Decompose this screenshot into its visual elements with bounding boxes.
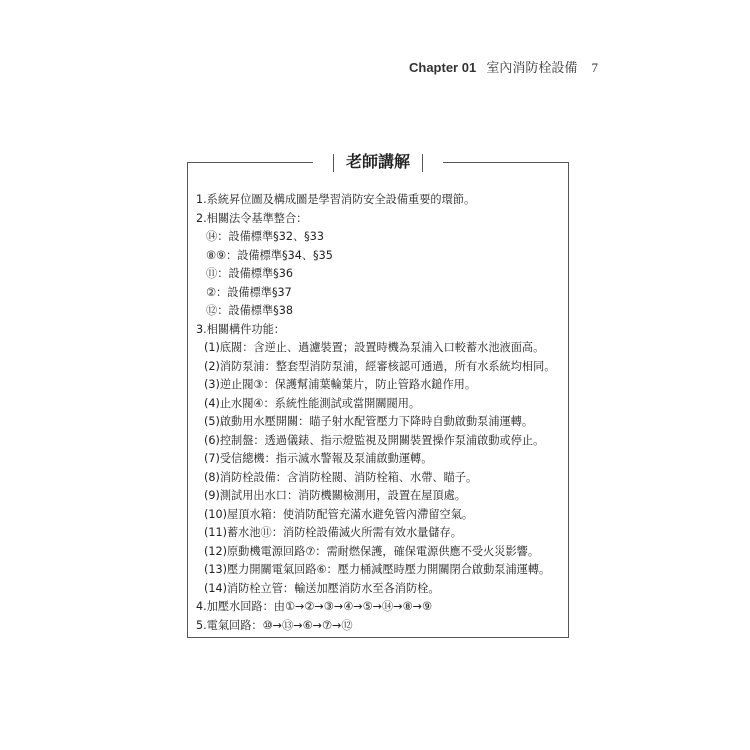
box-title-text: 老師講解 [345, 152, 410, 171]
content-line: 5.電氣回路：⑩→⑬→⑥→⑦→⑫ [196, 618, 353, 632]
content-line: (3)逆止閥③：保護幫浦葉輪葉片，防止管路水鎚作用。 [204, 378, 477, 391]
title-divider-left [333, 154, 334, 172]
content-line: ②：設備標準§37 [206, 285, 292, 299]
content-line: (10)屋頂水箱：使消防配管充滿水避免管內滯留空氣。 [204, 507, 474, 521]
content-line: (7)受信總機：指示滅水警報及泵浦啟動運轉。 [204, 452, 433, 465]
title-divider-right [422, 154, 423, 172]
content-line: (9)測試用出水口：消防機關檢測用，設置在屋頂處。 [204, 489, 466, 502]
box-title [313, 149, 443, 175]
content-line: ⑧⑨：設備標準§34、§35 [206, 248, 333, 262]
teacher-explanation-box [187, 152, 569, 638]
content-line: 1.系統昇位圖及構成圖是學習消防安全設備重要的環節。 [196, 193, 476, 206]
content-line: (5)啟動用水壓開關：瞄子射水配管壓力下降時自動啟動泵浦運轉。 [204, 415, 534, 428]
page-number: 7 [591, 60, 598, 75]
chapter-subject: 室內消防栓設備 [486, 61, 578, 76]
content-line: 4.加壓水回路：由①→②→③→④→⑤→⑭→⑧→⑨ [196, 600, 432, 613]
content-line: (12)原動機電源回路⑦：需耐燃保護，確保電源供應不受火災影響。 [204, 544, 540, 558]
content-line: (8)消防栓設備：含消防栓閥、消防栓箱、水帶、瞄子。 [204, 470, 478, 484]
content-line: 3.相關構件功能： [196, 322, 285, 336]
chapter-label: Chapter 01 [409, 60, 477, 75]
content-line: (14)消防栓立管：輸送加壓消防水至各消防栓。 [204, 581, 440, 595]
content-line: (11)蓄水池⑪：消防栓設備滅火所需有效水量儲存。 [204, 526, 462, 539]
content-line: ⑪：設備標準§36 [206, 267, 293, 280]
content-line: 2.相關法令基準整合： [196, 211, 308, 225]
content-line: (13)壓力開關電氣回路⑥：壓力桶減壓時壓力開關閉合啟動泵浦運轉。 [204, 563, 551, 576]
content-line: (4)止水閥④：系統性能測試或當開關閥用。 [204, 396, 421, 410]
box-title-wrap [188, 149, 568, 175]
content-line: (6)控制盤：透過儀錶、指示燈監視及開關裝置操作泵浦啟動或停止。 [204, 433, 545, 447]
content-line: ⑫：設備標準§38 [206, 304, 293, 317]
box-content [196, 191, 564, 635]
running-header [409, 60, 598, 77]
content-line: (2)消防泵浦：整套型消防泵浦，經審核認可通過，所有水系統均相同。 [204, 359, 556, 373]
content-line: (1)底閥：含逆止、過濾裝置；設置時機為泵浦入口較蓄水池液面高。 [204, 341, 545, 354]
content-line: ⑭：設備標準§32、§33 [206, 230, 324, 243]
